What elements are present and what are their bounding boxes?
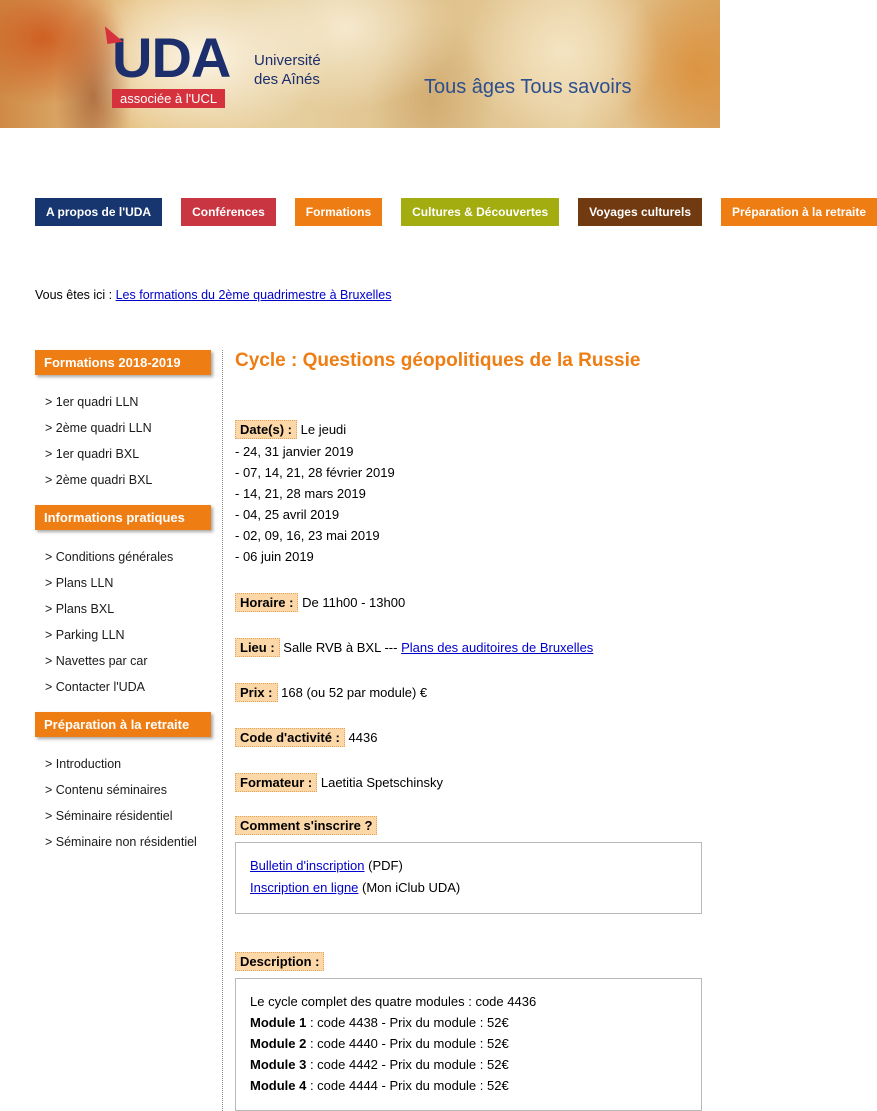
module-line: Module 3 : code 4442 - Prix du module : 52€ <box>250 1057 509 1072</box>
nav-a-propos[interactable]: A propos de l'UDA <box>35 198 162 226</box>
sidebar-item-navettes-par-car[interactable]: > Navettes par car <box>45 654 148 668</box>
sidebar-item-plans-lln[interactable]: > Plans LLN <box>45 576 114 590</box>
sidebar-section-preparation-retraite <box>35 712 222 855</box>
main-nav <box>35 198 867 226</box>
inscription-box <box>235 842 702 914</box>
formateur-label: Formateur : <box>235 773 317 792</box>
inscription-section <box>235 818 702 833</box>
sidebar-item-parking-lln[interactable]: > Parking LLN <box>45 628 125 642</box>
breadcrumb-link[interactable]: Les formations du 2ème quadrimestre à Bruxelles <box>115 288 392 302</box>
prix-label: Prix : <box>235 683 278 702</box>
inscription-en-ligne-link[interactable]: Inscription en ligne <box>250 880 359 895</box>
header-banner <box>0 0 720 128</box>
horaire-value: De 11h00 - 13h00 <box>302 595 406 610</box>
prix-field <box>235 683 702 702</box>
dates-value: Le jeudi <box>300 422 347 437</box>
module-line: Module 1 : code 4438 - Prix du module : 52€ <box>250 1015 509 1030</box>
module-line: Module 4 : code 4444 - Prix du module : 52€ <box>250 1078 509 1093</box>
description-label: Description : <box>235 952 324 971</box>
module-line: Module 2 : code 4440 - Prix du module : 52€ <box>250 1036 509 1051</box>
lieu-field <box>235 638 702 657</box>
sidebar-item-plans-bxl[interactable]: > Plans BXL <box>45 602 115 616</box>
sidebar-section-infos-pratiques <box>35 505 222 700</box>
inscription-label: Comment s'inscrire ? <box>235 816 377 835</box>
sidebar-item-seminaire-residentiel[interactable]: > Séminaire résidentiel <box>45 809 173 823</box>
sidebar-item-introduction[interactable]: > Introduction <box>45 757 122 771</box>
date-line: - 06 juin 2019 <box>235 549 314 564</box>
sidebar-item-contenu-seminaires[interactable]: > Contenu séminaires <box>45 783 167 797</box>
nav-voyages-culturels[interactable]: Voyages culturels <box>578 198 702 226</box>
inscription-en-ligne-suffix: (Mon iClub UDA) <box>358 880 461 895</box>
formateur-value: Laetitia Spetschinsky <box>320 775 443 790</box>
lieu-value: Salle RVB à BXL --- <box>283 640 402 655</box>
sidebar-item-2eme-quadri-lln[interactable]: > 2ème quadri LLN <box>45 421 152 435</box>
sidebar-header-infos-pratiques: Informations pratiques <box>35 505 211 530</box>
date-line: - 02, 09, 16, 23 mai 2019 <box>235 528 380 543</box>
uda-logo[interactable] <box>112 26 321 108</box>
sidebar-item-conditions-generales[interactable]: > Conditions générales <box>45 550 174 564</box>
horaire-label: Horaire : <box>235 593 298 612</box>
description-box <box>235 978 702 1111</box>
breadcrumb-prefix: Vous êtes ici : <box>35 288 116 302</box>
uda-logo-text: UDA <box>112 30 230 86</box>
date-line: - 14, 21, 28 mars 2019 <box>235 486 366 501</box>
nav-formations[interactable]: Formations <box>295 198 382 226</box>
sidebar-item-seminaire-non-residentiel[interactable]: > Séminaire non résidentiel <box>45 835 197 849</box>
breadcrumb <box>35 288 720 302</box>
bulletin-inscription-suffix: (PDF) <box>364 858 403 873</box>
nav-conferences[interactable]: Conférences <box>181 198 276 226</box>
description-intro: Le cycle complet des quatre modules : code 4436 <box>250 994 537 1009</box>
prix-value: 168 (ou 52 par module) € <box>281 685 428 700</box>
sidebar-item-1er-quadri-lln[interactable]: > 1er quadri LLN <box>45 395 139 409</box>
page-title: Cycle : Questions géopolitiques de la Russie <box>235 350 641 371</box>
lieu-plans-link[interactable]: Plans des auditoires de Bruxelles <box>401 640 594 655</box>
uda-logo-subtitle: Université des Aînés <box>254 52 321 88</box>
sidebar-header-preparation-retraite: Préparation à la retraite <box>35 712 211 737</box>
sidebar-section-formations <box>35 350 222 493</box>
lieu-label: Lieu : <box>235 638 280 657</box>
header-tagline: Tous âges Tous savoirs <box>424 76 632 98</box>
bulletin-inscription-link[interactable]: Bulletin d'inscription <box>250 858 365 873</box>
main-content <box>222 350 720 1111</box>
description-section <box>235 954 702 969</box>
uda-logo-flag-icon <box>105 24 123 44</box>
code-activite-field <box>235 728 702 747</box>
sidebar <box>35 350 222 1111</box>
nav-cultures-decouvertes[interactable]: Cultures & Découvertes <box>401 198 559 226</box>
dates-list <box>235 441 702 567</box>
sidebar-header-formations: Formations 2018-2019 <box>35 350 211 375</box>
sidebar-item-1er-quadri-bxl[interactable]: > 1er quadri BXL <box>45 447 140 461</box>
code-activite-label: Code d'activité : <box>235 728 345 747</box>
date-line: - 04, 25 avril 2019 <box>235 507 340 522</box>
formateur-field <box>235 773 702 792</box>
content-area <box>35 350 720 1111</box>
code-activite-value: 4436 <box>348 730 378 745</box>
nav-preparation-retraite[interactable]: Préparation à la retraite <box>721 198 877 226</box>
dates-label: Date(s) : <box>235 420 297 439</box>
sidebar-item-contacter-uda[interactable]: > Contacter l'UDA <box>45 680 145 694</box>
dates-field <box>235 420 702 567</box>
date-line: - 07, 14, 21, 28 février 2019 <box>235 465 395 480</box>
horaire-field <box>235 593 702 612</box>
uda-logo-ucl-banner: associée à l'UCL <box>112 89 225 108</box>
date-line: - 24, 31 janvier 2019 <box>235 444 354 459</box>
sidebar-item-2eme-quadri-bxl[interactable]: > 2ème quadri BXL <box>45 473 153 487</box>
